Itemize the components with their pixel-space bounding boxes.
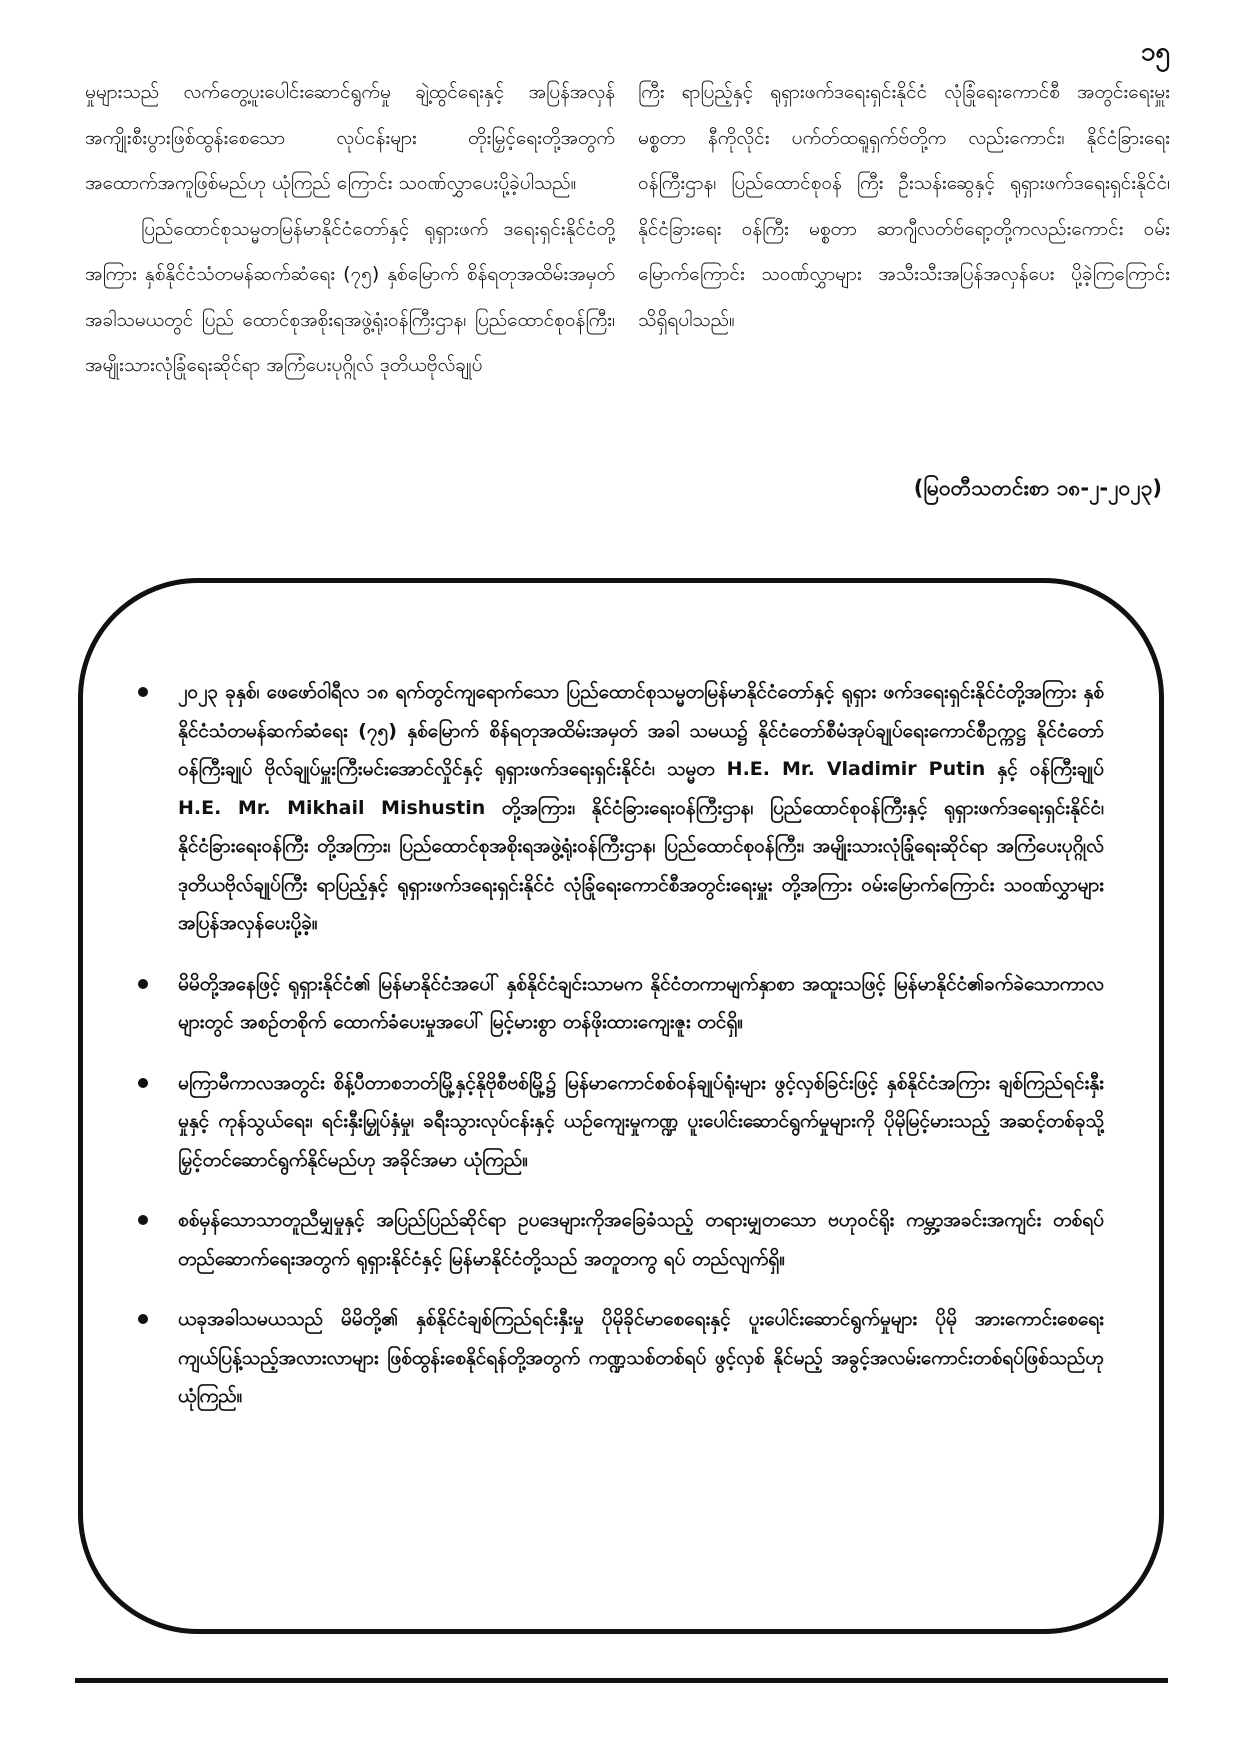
bullet-icon [138,687,148,697]
bullet-icon [138,979,148,989]
article-paragraph: မှုများသည် လက်တွေ့ပူးပေါင်းဆောင်ရွက်မှု ချဲ့ထွင်ရေးနှင့် အပြန်အလှန် အကျိုးစီးပွားဖြစ်ထွန်းစေသော လုပ်ငန်းများ တိုးမြှင့်ရေးတို့အတွက် အထောက်အကူဖြစ်မည်ဟု ယုံကြည် ကြောင်း သဝဏ်လွှာပေးပို့ခဲ့ပါသည်။ [85,81,615,194]
summary-item [138,673,1104,943]
article-column-right [638,70,1170,343]
summary-item-text: မကြာမီကာလအတွင်း စိန့်ပီတာစဘတ်မြို့နှင့်နိုဗိုစီဗစ်မြို့၌ မြန်မာကောင်စစ်ဝန်ချုပ်ရုံးများ ဖွင့်လှစ်ခြင်းဖြင့် နှစ်နိုင်ငံအကြား ချစ်ကြည်ရင်းနှီးမှုနှင့် ကုန်သွယ်ရေး၊ ရင်းနှီးမြှုပ်နှံမှု၊ ခရီးသွားလုပ်ငန်းနှင့် ယဉ်ကျေးမှုကဏ္ဍ ပူးပေါင်းဆောင်ရွက်မှုများကို ပိုမိုမြင့်မားသည့် အဆင့်တစ်ခုသို့ မြှင့်တင်ဆောင်ရွက်နိုင်မည်ဟု အခိုင်အမာ ယုံကြည်။ [178,1071,1104,1171]
bullet-icon [138,1215,148,1225]
summary-item-text: ၂၀၂၃ ခုနှစ်၊ ဖေဖော်ဝါရီလ ၁၈ ရက်တွင်ကျရောက်သော ပြည်ထောင်စုသမ္မတမြန်မာနိုင်ငံတော်နှင့် ရုရှား ဖက်ဒရေးရှင်းနိုင်ငံတို့အကြား နှစ်နိုင်ငံသံတမန်ဆက်ဆံရေး (၇၅) နှစ်မြောက် စိန်ရတုအထိမ်းအမှတ် အခါ သမယ၌ နိုင်ငံတော်စီမံအုပ်ချုပ်ရေးကောင်စီဥက္ကဋ္ဌ နိုင်ငံတော်ဝန်ကြီးချုပ် ဗိုလ်ချုပ်မှူးကြီးမင်းအောင်လှိုင်နှင့် ရုရှားဖက်ဒရေးရှင်းနိုင်ငံ၊ သမ္မတ H.E. Mr. Vladimir Putin နှင့် ဝန်ကြီးချုပ် H.E. Mr. Mikhail Mishustin တို့အကြား၊ နိုင်ငံခြားရေးဝန်ကြီးဌာန၊ ပြည်ထောင်စုဝန်ကြီးနှင့် ရုရှားဖက်ဒရေးရှင်းနိုင်ငံ၊ နိုင်ငံခြားရေးဝန်ကြီး တို့အကြား၊ ပြည်ထောင်စုအစိုးရအဖွဲ့ရုံးဝန်ကြီးဌာန၊ ပြည်ထောင်စုဝန်ကြီး၊ အမျိုးသားလုံခြုံရေးဆိုင်ရာ အကြံပေးပုဂ္ဂိုလ် ဒုတိယဗိုလ်ချုပ်ကြီး ရာပြည့်နှင့် ရုရှားဖက်ဒရေးရှင်းနိုင်ငံ လုံခြုံရေးကောင်စီအတွင်းရေးမှူး တို့အကြား ဝမ်းမြောက်ကြောင်း သဝဏ်လွှာများ အပြန်အလှန်ပေးပို့ခဲ့။ [178,681,1104,934]
page-number: ၁၅ [1140,37,1170,67]
summary-item-text: မိမိတို့အနေဖြင့် ရုရှားနိုင်ငံ၏ မြန်မာနိုင်ငံအပေါ် နှစ်နိုင်ငံချင်းသာမက နိုင်ငံတကာမျက်နှာစာ အထူးသဖြင့် မြန်မာနိုင်ငံ၏ခက်ခဲသောကာလများတွင် အစဉ်တစိုက် ထောက်ခံပေးမှုအပေါ် မြင့်မားစွာ တန်ဖိုးထားကျေးဇူး တင်ရှိ။ [178,972,1104,1033]
bullet-icon [138,1078,148,1088]
summary-item [138,965,1104,1042]
summary-item [138,1064,1104,1180]
footer-rule [75,1678,1168,1683]
summary-item [138,1300,1104,1416]
article-paragraph: ကြီး ရာပြည့်နှင့် ရုရှားဖက်ဒရေးရှင်းနိုင်ငံ လုံခြုံရေးကောင်စီ အတွင်းရေးမှူး မစ္စတာ နီကိုလိုင်း ပက်တ်ထရူရှက်ဗ်တို့က လည်းကောင်း၊ နိုင်ငံခြားရေးဝန်ကြီးဌာန၊ ပြည်ထောင်စုဝန် ကြီး ဦးသန်းဆွေနှင့် ရုရှားဖက်ဒရေးရှင်းနိုင်ငံ၊ နိုင်ငံခြားရေး ဝန်ကြီး မစ္စတာ ဆာဂျီလတ်ဗ်ရော့တို့ကလည်းကောင်း ဝမ်း မြောက်ကြောင်း သဝဏ်လွှာများ အသီးသီးအပြန်အလှန်ပေး ပို့ခဲ့ကြကြောင်း သိရှိရပါသည်။ [638,81,1170,331]
summary-item [138,1201,1104,1278]
article-column-left [85,70,615,389]
summary-list [138,673,1104,1438]
summary-box [78,578,1164,1634]
summary-item-text: ယခုအခါသမယသည် မိမိတို့၏ နှစ်နိုင်ငံချစ်ကြည်ရင်းနှီးမှု ပိုမိုခိုင်မာစေရေးနှင့် ပူးပေါင်းဆောင်ရွက်မှုများ ပိုမို အားကောင်းစေရေး ကျယ်ပြန့်သည့်အလားလာများ ဖြစ်ထွန်းစေနိုင်ရန်တို့အတွက် ကဏ္ဍသစ်တစ်ရပ် ဖွင့်လှစ် နိုင်မည့် အခွင့်အလမ်းကောင်းတစ်ရပ်ဖြစ်သည်ဟု ယုံကြည်။ [178,1308,1104,1407]
source-citation: (မြဝတီသတင်းစာ ၁၈-၂-၂၀၂၃) [913,476,1162,500]
summary-item-text: စစ်မှန်သောသာတူညီမျှမှုနှင့် အပြည်ပြည်ဆိုင်ရာ ဥပဒေများကိုအခြေခံသည့် တရားမျှတသော ဗဟုဝင်ရိုး ကမ္ဘာ့အခင်းအကျင်း တစ်ရပ်တည်ဆောက်ရေးအတွက် ရုရှားနိုင်ငံနှင့် မြန်မာနိုင်ငံတို့သည် အတူတကွ ရပ် တည်လျက်ရှိ။ [178,1209,1104,1270]
bullet-icon [138,1314,148,1324]
article-paragraph: ပြည်ထောင်စုသမ္မတမြန်မာနိုင်ငံတော်နှင့် ရုရှားဖက် ဒရေးရှင်းနိုင်ငံတို့အကြား နှစ်နိုင်ငံသံတမန်ဆက်ဆံရေး (၇၅) နှစ်မြောက် စိန်ရတုအထိမ်းအမှတ်အခါသမယတွင် ပြည် ထောင်စုအစိုးရအဖွဲ့ရုံးဝန်ကြီးဌာန၊ ပြည်ထောင်စုဝန်ကြီး၊ အမျိုးသားလုံခြုံရေးဆိုင်ရာ အကြံပေးပုဂ္ဂိုလ် ဒုတိယဗိုလ်ချုပ် [85,217,615,376]
